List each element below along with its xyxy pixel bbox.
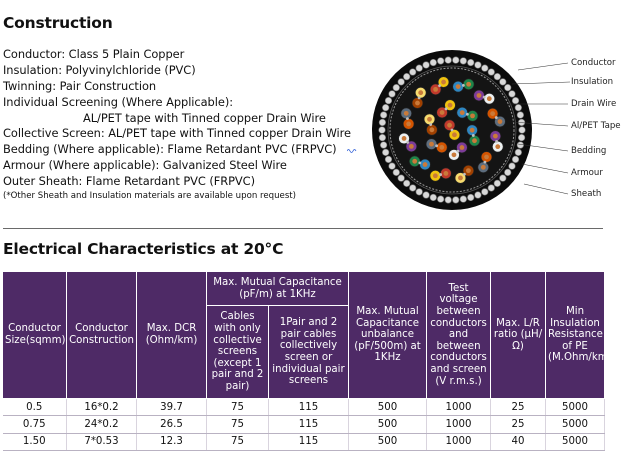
spec-individual-screening-detail: AL/PET tape with Tinned copper Drain Wire <box>83 111 326 125</box>
armour-wire <box>494 180 501 187</box>
armour-wire <box>509 91 516 98</box>
drain-wire <box>439 173 442 176</box>
cell-size: 1.50 <box>3 433 67 450</box>
copper-conductor <box>458 176 463 181</box>
header-lr-ratio: Max. L/R ratio (µH/Ω) <box>491 272 546 399</box>
callout-al-pet-tape: Al/PET Tape <box>571 121 621 131</box>
copper-conductor <box>448 103 453 108</box>
armour-wire <box>500 175 507 182</box>
armour-wire <box>430 59 437 66</box>
cell-unbalance: 500 <box>349 433 427 450</box>
drain-wire <box>406 117 409 120</box>
cell-unbalance: 500 <box>349 416 427 433</box>
table-row <box>3 433 605 450</box>
copper-conductor <box>447 123 452 128</box>
cell-dcr: 39.7 <box>137 399 207 416</box>
copper-conductor <box>470 113 475 118</box>
cell-unbalance: 500 <box>349 399 427 416</box>
spec-armour: Armour (Where applicable): Galvanized Steel Wire <box>3 158 287 172</box>
armour-wire <box>380 112 387 119</box>
armour-wire <box>488 69 495 76</box>
drain-wire <box>495 140 498 143</box>
armour-wire <box>512 156 519 163</box>
armour-wire <box>515 104 522 111</box>
armour-wire <box>467 59 474 66</box>
drain-wire <box>495 116 498 119</box>
spec-individual-screening: Individual Screening (Where Applicable): <box>3 95 233 109</box>
copper-conductor <box>495 144 500 149</box>
spec-twinning: Twinning: Pair Construction <box>3 79 157 93</box>
armour-wire <box>430 194 437 201</box>
materials-note: (*Other Sheath and Insulation materials are available upon request) <box>3 191 297 201</box>
header-max-dcr: Max. DCR (Ohm/km) <box>137 272 207 399</box>
armour-wire <box>385 156 392 163</box>
copper-conductor <box>456 84 461 89</box>
header-conductor-construction: Conductor Construction <box>67 272 137 399</box>
copper-conductor <box>409 144 414 149</box>
header-cap-collective: Cables with only collective screens (except 1 pair and 2 pair) <box>207 306 269 399</box>
copper-conductor <box>487 96 492 101</box>
drain-wire <box>418 96 421 99</box>
cell-lr-ratio: 40 <box>491 433 546 450</box>
drain-wire <box>438 84 441 87</box>
drain-wire <box>463 173 466 176</box>
table-row <box>3 399 605 416</box>
armour-wire <box>389 163 396 170</box>
copper-conductor <box>423 162 428 167</box>
armour-wire <box>481 189 488 196</box>
header-capacitance-group: Max. Mutual Capacitance (pF/m) at 1KHz <box>207 272 349 306</box>
drain-wire <box>466 113 469 116</box>
armour-wire <box>517 142 524 149</box>
electrical-characteristics-table <box>2 271 612 451</box>
cell-test-voltage: 1000 <box>427 433 491 450</box>
armour-wire <box>460 58 467 65</box>
copper-conductor <box>441 80 446 85</box>
callout-bedding: Bedding <box>571 146 607 156</box>
cell-size: 0.75 <box>3 416 67 433</box>
section-divider <box>3 228 603 229</box>
table-row <box>3 416 605 433</box>
copper-conductor <box>440 110 445 115</box>
drain-wire <box>483 96 486 99</box>
copper-conductor <box>427 117 432 122</box>
armour-wire <box>437 58 444 65</box>
cell-insulation: 5000 <box>546 433 605 450</box>
armour-wire <box>409 185 416 192</box>
copper-conductor <box>406 121 411 126</box>
copper-conductor <box>433 87 438 92</box>
drain-wire <box>451 129 454 132</box>
copper-conductor <box>481 165 486 170</box>
spec-collective-screen: Collective Screen: AL/PET tape with Tinned copper Drain Wire <box>3 126 351 140</box>
cell-insulation: 5000 <box>546 399 605 416</box>
copper-conductor <box>472 138 477 143</box>
armour-wire <box>380 142 387 149</box>
copper-conductor <box>415 101 420 106</box>
armour-wire <box>398 175 405 182</box>
copper-conductor <box>460 110 465 115</box>
drain-wire <box>472 134 475 137</box>
armour-wire <box>379 119 386 126</box>
armour-wire <box>393 84 400 91</box>
drain-wire <box>406 141 409 144</box>
cell-dcr: 12.3 <box>137 433 207 450</box>
armour-wire <box>382 149 389 156</box>
copper-conductor <box>452 132 457 137</box>
header-cap-individual: 1Pair and 2 pair cables collectively screen or individual pair screens <box>269 306 349 399</box>
copper-conductor <box>466 168 471 173</box>
armour-wire <box>494 73 501 80</box>
drain-wire <box>457 150 460 153</box>
spec-bedding: Bedding (Where applicable): Flame Retardant PVC (FRPVC) <box>3 142 337 156</box>
spec-insulation: Insulation: Polyvinylchloride (PVC) <box>3 63 196 77</box>
cell-cap-collective: 75 <box>207 399 269 416</box>
copper-conductor <box>404 111 409 116</box>
spec-conductor: Conductor: Class 5 Plain Copper <box>3 47 185 61</box>
armour-wire <box>517 112 524 119</box>
electrical-title: Electrical Characteristics at 20°C <box>3 240 284 258</box>
header-insulation-resistance: Min Insulation Resistance of PE (M.Ohm/km) <box>546 272 605 399</box>
cell-test-voltage: 1000 <box>427 399 491 416</box>
cell-cap-individual: 115 <box>269 399 349 416</box>
callout-sheath: Sheath <box>571 189 602 199</box>
copper-conductor <box>493 134 498 139</box>
spellcheck-squiggle <box>347 148 357 154</box>
drain-wire <box>418 162 421 165</box>
header-capacitance-unbalance: Max. Mutual Capacitance unbalance (pF/500m) at 1KHz <box>349 272 427 399</box>
armour-wire <box>403 73 410 80</box>
armour-wire <box>460 196 467 203</box>
armour-wire <box>403 180 410 187</box>
armour-wire <box>385 97 392 104</box>
copper-conductor <box>443 171 448 176</box>
cell-cap-collective: 75 <box>207 416 269 433</box>
cell-construction: 24*0.2 <box>67 416 137 433</box>
armour-wire <box>481 65 488 72</box>
copper-conductor <box>402 136 407 141</box>
copper-conductor <box>490 111 495 116</box>
drain-wire <box>429 123 432 126</box>
armour-wire <box>389 91 396 98</box>
armour-wire <box>518 134 525 141</box>
callout-conductor: Conductor <box>571 58 616 68</box>
armour-wire <box>437 196 444 203</box>
copper-conductor <box>470 128 475 133</box>
armour-wire <box>445 57 452 64</box>
armour-wire <box>409 69 416 76</box>
copper-conductor <box>418 90 423 95</box>
armour-wire <box>475 192 482 199</box>
armour-wire <box>504 84 511 91</box>
copper-conductor <box>477 93 482 98</box>
callout-insulation: Insulation <box>571 77 614 87</box>
cell-lr-ratio: 25 <box>491 416 546 433</box>
drain-wire <box>435 144 438 147</box>
spec-outer-sheath: Outer Sheath: Flame Retardant PVC (FRPVC) <box>3 174 255 188</box>
cell-insulation: 5000 <box>546 416 605 433</box>
cell-size: 0.5 <box>3 399 67 416</box>
armour-wire <box>445 197 452 204</box>
armour-wire <box>423 62 430 69</box>
armour-wire <box>519 127 526 134</box>
copper-conductor <box>460 145 465 150</box>
cell-lr-ratio: 25 <box>491 399 546 416</box>
copper-conductor <box>452 152 457 157</box>
cell-cap-individual: 115 <box>269 416 349 433</box>
armour-wire <box>488 185 495 192</box>
cell-cap-collective: 75 <box>207 433 269 450</box>
copper-conductor <box>466 82 471 87</box>
cell-dcr: 26.5 <box>137 416 207 433</box>
drain-wire <box>445 107 448 110</box>
header-test-voltage: Test voltage between conductors and between conductors and screen (V r.m.s.) <box>427 272 491 399</box>
callout-armour: Armour <box>571 168 603 178</box>
armour-wire <box>500 79 507 86</box>
armour-wire <box>452 57 459 64</box>
copper-conductor <box>484 155 489 160</box>
cell-construction: 7*0.53 <box>67 433 137 450</box>
armour-wire <box>382 104 389 111</box>
armour-wire <box>509 163 516 170</box>
armour-wire <box>512 97 519 104</box>
armour-wire <box>504 169 511 176</box>
armour-wire <box>467 194 474 201</box>
copper-conductor <box>439 145 444 150</box>
copper-conductor <box>433 173 438 178</box>
copper-conductor <box>412 159 417 164</box>
copper-conductor <box>429 127 434 132</box>
armour-wire <box>393 169 400 176</box>
armour-wire <box>398 79 405 86</box>
cell-construction: 16*0.2 <box>67 399 137 416</box>
armour-wire <box>379 134 386 141</box>
cell-test-voltage: 1000 <box>427 416 491 433</box>
construction-title: Construction <box>3 14 113 32</box>
cable-cross-section-diagram <box>372 46 628 224</box>
drain-wire <box>462 84 465 87</box>
armour-wire <box>379 127 386 134</box>
header-conductor-size: Conductor Size(sqmm) <box>3 272 67 399</box>
drain-wire <box>484 161 487 164</box>
callout-drain-wire: Drain Wire <box>571 99 617 109</box>
armour-wire <box>416 189 423 196</box>
armour-wire <box>515 149 522 156</box>
copper-conductor <box>498 119 503 124</box>
armour-wire <box>475 62 482 69</box>
copper-conductor <box>429 142 434 147</box>
cell-cap-individual: 115 <box>269 433 349 450</box>
armour-wire <box>423 192 430 199</box>
armour-wire <box>416 65 423 72</box>
armour-wire <box>452 197 459 204</box>
